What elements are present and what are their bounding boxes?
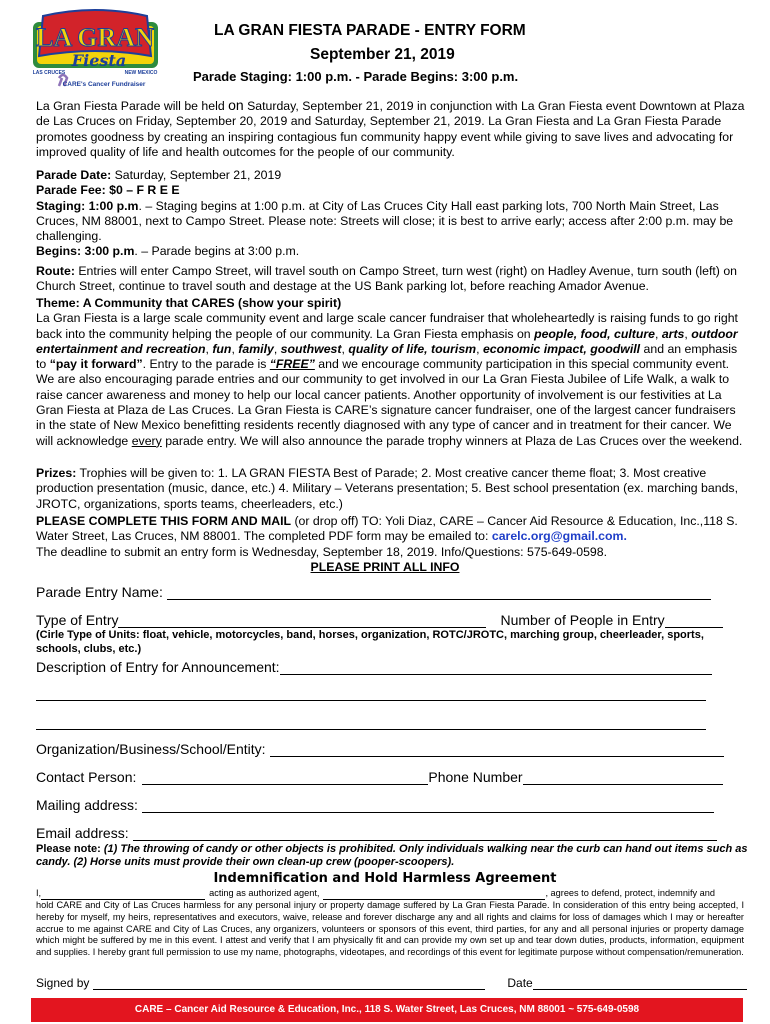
mailing-field[interactable] [142,798,714,813]
theme-sep: , [341,341,349,356]
theme-sep: , [476,341,483,356]
description-line-2[interactable] [36,700,706,701]
theme-emphasis: outdoor entertainment and recreation [36,326,738,356]
logo-bottom-text: CARE's Cancer Fundraiser [62,81,146,88]
organization-row [36,741,748,757]
description-field[interactable] [280,660,712,675]
agent-row [36,888,744,900]
indemnification-text: hold CARE and City of Las Cruces harmless for any personal injury or property damage suffered by La Gran Fiesta Parade. In consideration of this entry being accepted, I hereby for myself, my heirs, representatives and executors, waive, release and forever discharge any and all rights and claims for loss of damages which I may or hereafter accrue to me against CARE and City of Las Cruces, any organizers, volunteers or sponsors of this event, third parties, for any and all personal injuries or property damage which might be suffered by me in this event. I attest and verify that I am physically fit and can provide my own set up and tear down duties, products, information, equipment and supplies. I hereby grant full permission to use my name, photographs, videotapes, and recordings of this event for legitimate purpose without compensation/remuneration. [36,900,744,958]
please-note [36,843,748,869]
entry-name-label: Parade Entry Name: [36,584,163,600]
theme-sep: , [684,326,692,341]
intro-text-2: Saturday, September 21, 2019 in conjunction with La Gran Fiesta event Downtown at Plaza de Las Cruces on Friday, September 20, 2019 and Saturday, September 21, 2019. La Gran Fiesta and La Gran Fiesta Parade promotes goodness by creating an inspiring contagious fun community happy event while giving to save lives and advocating for improved quality of life and health outcomes for the people of our community. [36,99,745,159]
theme-emphasis: arts [661,326,685,341]
parade-date-value: Saturday, September 21, 2019 [111,168,282,182]
theme-label: Theme: A Community that CARES (show your spirit) [36,296,342,310]
type-entry-label: Type of Entry [36,612,119,628]
prizes-label: Prizes: [36,466,77,480]
submit-paragraph [36,514,748,560]
route-paragraph [36,264,748,295]
mailing-label: Mailing address: [36,797,138,813]
contact-label: Contact Person: [36,769,137,785]
organization-label: Organization/Business/School/Entity: [36,741,266,757]
signed-label: Signed by [36,976,90,990]
signature-field[interactable] [93,977,485,990]
parade-date-label: Parade Date: [36,168,112,182]
theme-sep: , [654,326,662,341]
date-field[interactable] [533,977,747,990]
theme-emphasis: southwest [280,341,342,356]
date-label: Date [507,976,533,990]
theme-emphasis: people, food, culture [534,326,655,341]
logo-left-text: LAS CRUCES [32,70,66,76]
email-row [36,825,748,841]
parade-fee: Parade Fee: $0 – F R E E [36,183,180,198]
print-label: PLEASE PRINT ALL INFO [310,560,460,574]
indemnification-title: Indemnification and Hold Harmless Agreement [213,871,557,886]
intro-paragraph [36,98,748,160]
theme-sep: , [273,341,281,356]
submit-text: (or drop off) TO: Yoli Diaz, CARE – Cancer Aid Resource & Education, Inc.,118 S. Water Street, Las Cruces, NM 88001. The completed PDF form may be emailed to: [36,514,738,544]
form-date: September 21, 2019 [310,46,455,63]
la-gran-fiesta-logo [29,8,162,92]
theme-emphasis: fun [212,341,232,356]
theme-sep: , [205,341,213,356]
begins-text: . – Parade begins at 3:00 p.m. [134,244,300,259]
prizes-text: Trophies will be given to: 1. LA GRAN FIESTA Best of Parade; 2. Most creative cancer theme float; 3. Most creative production presentation (music, dance, etc.) 4. Military – Veterans presentation; 5. Best school presentation (ex. marching bands, JROTC, organizations, sports teams, cheerleaders, etc.) [36,466,738,511]
num-people-label: Number of People in Entry [500,612,665,628]
description-row [36,659,748,675]
description-line-3[interactable] [36,729,706,730]
intro-text-1: La Gran Fiesta Parade will be held [36,99,229,113]
logo-script: Fiesta [71,51,127,70]
organization-field[interactable] [270,742,724,757]
email-field[interactable] [133,826,717,841]
staging-text: . – Staging begins at 1:00 p.m. at City of Las Cruces City Hall east parking lots, 700 North Main Street, Las Cruces, NM 88001, next to Campo Street. Please note: Streets will close; it is best to arrive early; access after 2:00 p.m. may be challenging. [36,198,734,244]
staging-label: Staging: 1:00 p.m [36,198,139,213]
agrees-label: , agrees to defend, protect, indemnify and [545,888,716,898]
intro-on: on [228,97,244,113]
type-entry-row [36,612,748,628]
theme-emphasis: family [238,341,274,356]
entry-name-field[interactable] [167,585,711,600]
contact-field[interactable] [142,770,428,785]
phone-field[interactable] [523,770,723,785]
theme-sep: . Entry to the parade is [142,357,270,372]
theme-emphasis: economic impact, goodwill [482,341,641,356]
route-label: Route: [36,264,75,278]
theme-text-1: La Gran Fiesta is a large scale community event and large scale cancer fundraiser that wholeheartedly is raising funds to go right back into the community helping the people of our community. La Gran Fiesta emphasis on [36,311,738,341]
name-field[interactable] [41,889,205,900]
i-label: I, [36,888,42,898]
print-instruction [0,560,770,574]
staging-times: Parade Staging: 1:00 p.m. - Parade Begins: 3:00 p.m. [193,69,519,84]
footer-bar: CARE – Cancer Aid Resource & Education, Inc., 118 S. Water Street, Las Cruces, NM 88001 ~ 575-649-0598 [31,998,743,1022]
acting-label: acting as authorized agent, [209,888,320,898]
entry-name-row [36,584,748,600]
type-entry-field[interactable] [118,613,486,628]
theme-text-3: parade entry. We will also announce the parade trophy winners at Plaza de Las Cruces over the weekend. [161,433,743,448]
note-text: (1) The throwing of candy or other objects is prohibited. Only individuals walking near the curb can hand out items such as candy. (2) Horse units must provide their own clean-up crew (pooper-scoopers). [36,843,748,868]
pay-it-forward: “pay it forward” [49,357,143,372]
email-link[interactable]: carelc.org@gmail.com. [491,529,627,544]
email-label: Email address: [36,825,129,841]
prizes-paragraph [36,466,748,512]
parade-info [36,168,748,260]
phone-label: Phone Number [428,769,523,785]
submit-label: PLEASE COMPLETE THIS FORM AND MAIL [36,514,292,528]
logo-title: LA GRAN [36,23,154,52]
note-label: Please note: [36,843,101,855]
begins-label: Begins: 3:00 p.m [36,244,135,259]
form-title: LA GRAN FIESTA PARADE - ENTRY FORM [214,22,526,39]
signature-row [36,976,748,990]
theme-sep: , [231,341,239,356]
num-people-field[interactable] [665,613,723,628]
theme-paragraph [36,296,748,449]
deadline-text: The deadline to submit an entry form is Wednesday, September 18, 2019. Info/Questions: 575-649-0598. [36,544,608,559]
theme-text-2: and we encourage community participation in this special community event. We are also encouraging parade entries and our community to get involved in our La Gran Fiesta Jubilee of Life Walk, a walk to raise cancer awareness and money to help our local cancer patients. Another opportunity of involvement is our festivities at La Gran Fiesta at Plaza de Las Cruces. La Gran Fiesta is CARE’s signature cancer fundraiser, one of the largest cancer fundraisers in the state of New Mexico benefitting residents recently diagnosed with any type of cancer and in treatment for their cancer. We will acknowledge [36,357,736,448]
theme-sep: and an emphasis to [36,341,738,372]
theme-emphasis: quality of life, tourism [348,341,477,356]
route-text: Entries will enter Campo Street, will travel south on Campo Street, turn west (right) on Hadley Avenue, turn south (left) on Church Street, continue to travel south and destage at the US Bank parking lot, before reaching Amador Avenue. [36,264,737,294]
free-emphasis: “FREE” [269,357,315,372]
contact-row [36,769,748,785]
logo-right-text: NEW MEXICO [124,70,158,76]
agent-field[interactable] [323,889,545,900]
description-label: Description of Entry for Announcement: [36,659,280,675]
mailing-row [36,797,748,813]
every-underlined: every [131,433,162,448]
circle-units-note: (Cirle Type of Units: float, vehicle, motorcycles, band, horses, organization, ROTC/JROTC, marching group, cheerleader, sports, schools, clubs, etc.) [36,629,704,655]
